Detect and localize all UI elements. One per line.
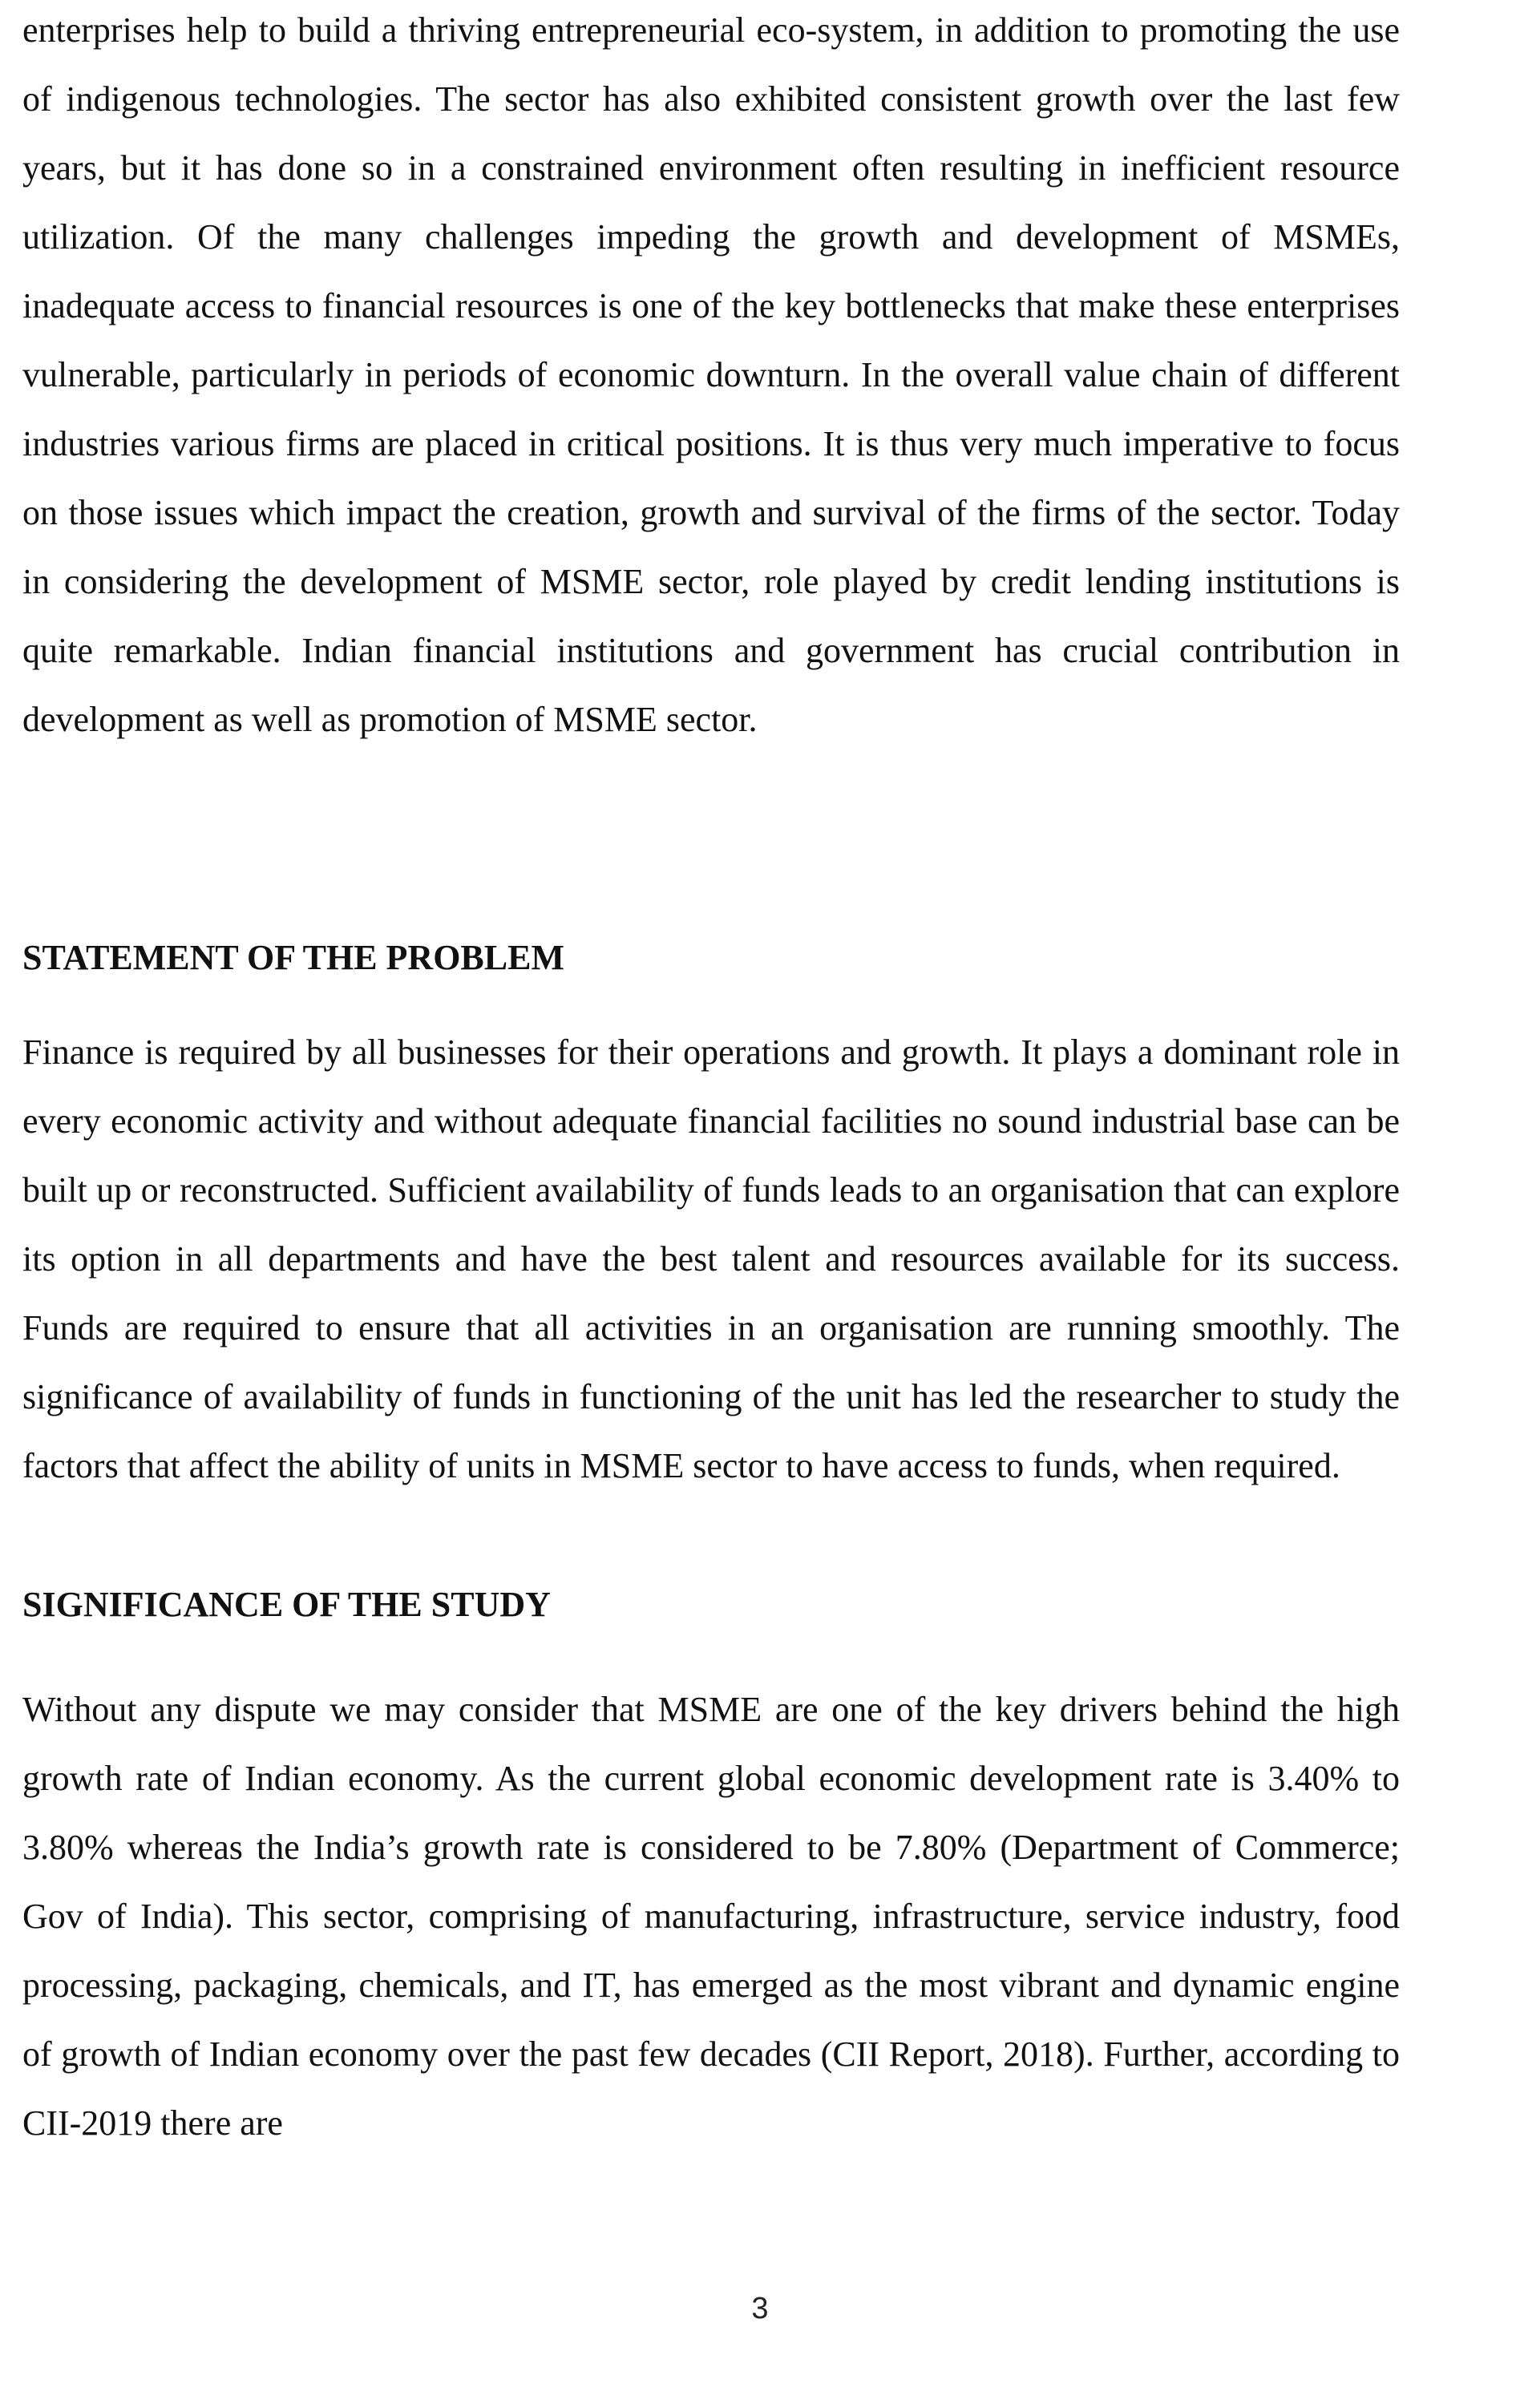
section-heading-statement-of-problem: STATEMENT OF THE PROBLEM <box>22 938 565 977</box>
body-paragraph: Without any dispute we may consider that MSME are one of the key drivers behind the high growth rate of Indian economy. As the current global economic development rate is 3.40% to 3.80% whereas the India’s growth rate is considered to be 7.80% (Department of Commerce; Gov of India). This sector, comprising of manufacturing, infrastructure, service industry, food processing, packaging, chemicals, and IT, has emerged as the most vibrant and dynamic engine of growth of Indian economy over the past few decades (CII Report, 2018). Further, according to CII-2019 there are <box>22 1690 1400 2143</box>
body-paragraph: enterprises help to build a thriving entrepreneurial eco-system, in addition to promoting the use of indigenous technologies. The sector has also exhibited consistent growth over the last few years, but it has done so in a constrained environment often resulting in inefficient resource utilization. Of the many challenges impeding the growth and development of MSMEs, inadequate access to financial resources is one of the key bottlenecks that make these enterprises vulnerable, particularly in periods of economic downturn. In the overall value chain of different industries various firms are placed in critical positions. It is thus very much imperative to focus on those issues which impact the creation, growth and survival of the firms of the sector. Today in considering the development of MSME sector, role played by credit lending institutions is quite remarkable. Indian financial institutions and government has crucial contribution in development as well as promotion of MSME sector. <box>22 10 1400 739</box>
page-number: 3 <box>751 2292 769 2325</box>
body-paragraph: Finance is required by all businesses for their operations and growth. It plays a dominant role in every economic activity and without adequate financial facilities no sound industrial base can be built up or reconstructed. Sufficient availability of funds leads to an organisation that can explore its option in all departments and have the best talent and resources available for its success. Funds are required to ensure that all activities in an organisation are running smoothly. The significance of availability of funds in functioning of the unit has led the researcher to study the factors that affect the ability of units in MSME sector to have access to funds, when required. <box>22 1032 1400 1485</box>
section-heading-significance-of-study: SIGNIFICANCE OF THE STUDY <box>22 1585 551 1624</box>
